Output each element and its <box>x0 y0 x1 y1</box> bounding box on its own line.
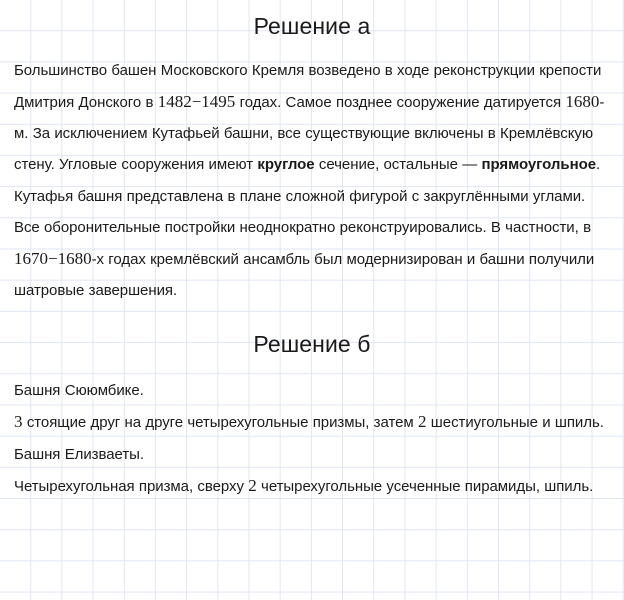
bold-term-kruglое: круглое <box>257 156 315 174</box>
solution-a-block <box>14 0 610 306</box>
text-fragment: . <box>596 156 601 174</box>
text-fragment: сечение, остальные — <box>314 156 482 174</box>
text-fragment: стоящие друг на друге четырехугольные призмы, затем <box>22 414 418 432</box>
text-fragment: шестиугольные и шпиль. <box>426 414 604 432</box>
year-1680: 1680 <box>565 91 600 111</box>
solution-b-paragraph-2 <box>14 406 610 438</box>
solution-a-paragraph-2: Кутафья башня представлена в плане сложной фигурой с закруглёнными углами. <box>14 187 586 205</box>
year-range-1482-1495: 1482−1495 <box>157 91 236 111</box>
text-fragment: Четырехугольная призма, сверху <box>14 477 249 495</box>
count-three: 3 <box>14 412 23 432</box>
solution-b-paragraph-4 <box>14 470 610 502</box>
text-fragment: Большинство башен Московского Кремля возведено в ходе реконструкции крепости Дмитрия Донского в <box>14 61 602 111</box>
solution-a-heading: Решение а <box>253 13 371 39</box>
text-fragment: -м. За исключением Кутафьей башни, все существующие включены в Кремлёвскую стену. Угловые сооружения имеют <box>14 93 605 174</box>
solution-b-heading: Решение б <box>253 331 371 358</box>
solution-a-paragraph-1 <box>14 55 610 181</box>
count-two-pyramids: 2 <box>248 475 257 495</box>
year-range-1670-1680: 1670−1680 <box>14 248 92 268</box>
solution-b-paragraph-1: Башня Сююмбике. <box>14 382 144 400</box>
text-fragment: годах. Самое позднее сооружение датируется <box>235 93 566 111</box>
text-fragment: Все оборонительные постройки неоднократно реконструировались. В частности, в <box>14 218 591 236</box>
solution-b-paragraph-3: Башня Елизваеты. <box>14 445 145 463</box>
bold-term-pryamougolnoe: прямоугольное <box>481 156 596 174</box>
count-two: 2 <box>417 412 427 432</box>
solution-b-block <box>14 306 610 502</box>
text-fragment: -х годах кремлёвский ансамбль был модернизирован и башни получили шатровые завершения. <box>14 250 595 300</box>
solution-a-paragraph-3 <box>14 212 610 307</box>
text-fragment: четырехугольные усеченные пирамиды, шпиль. <box>256 477 594 495</box>
